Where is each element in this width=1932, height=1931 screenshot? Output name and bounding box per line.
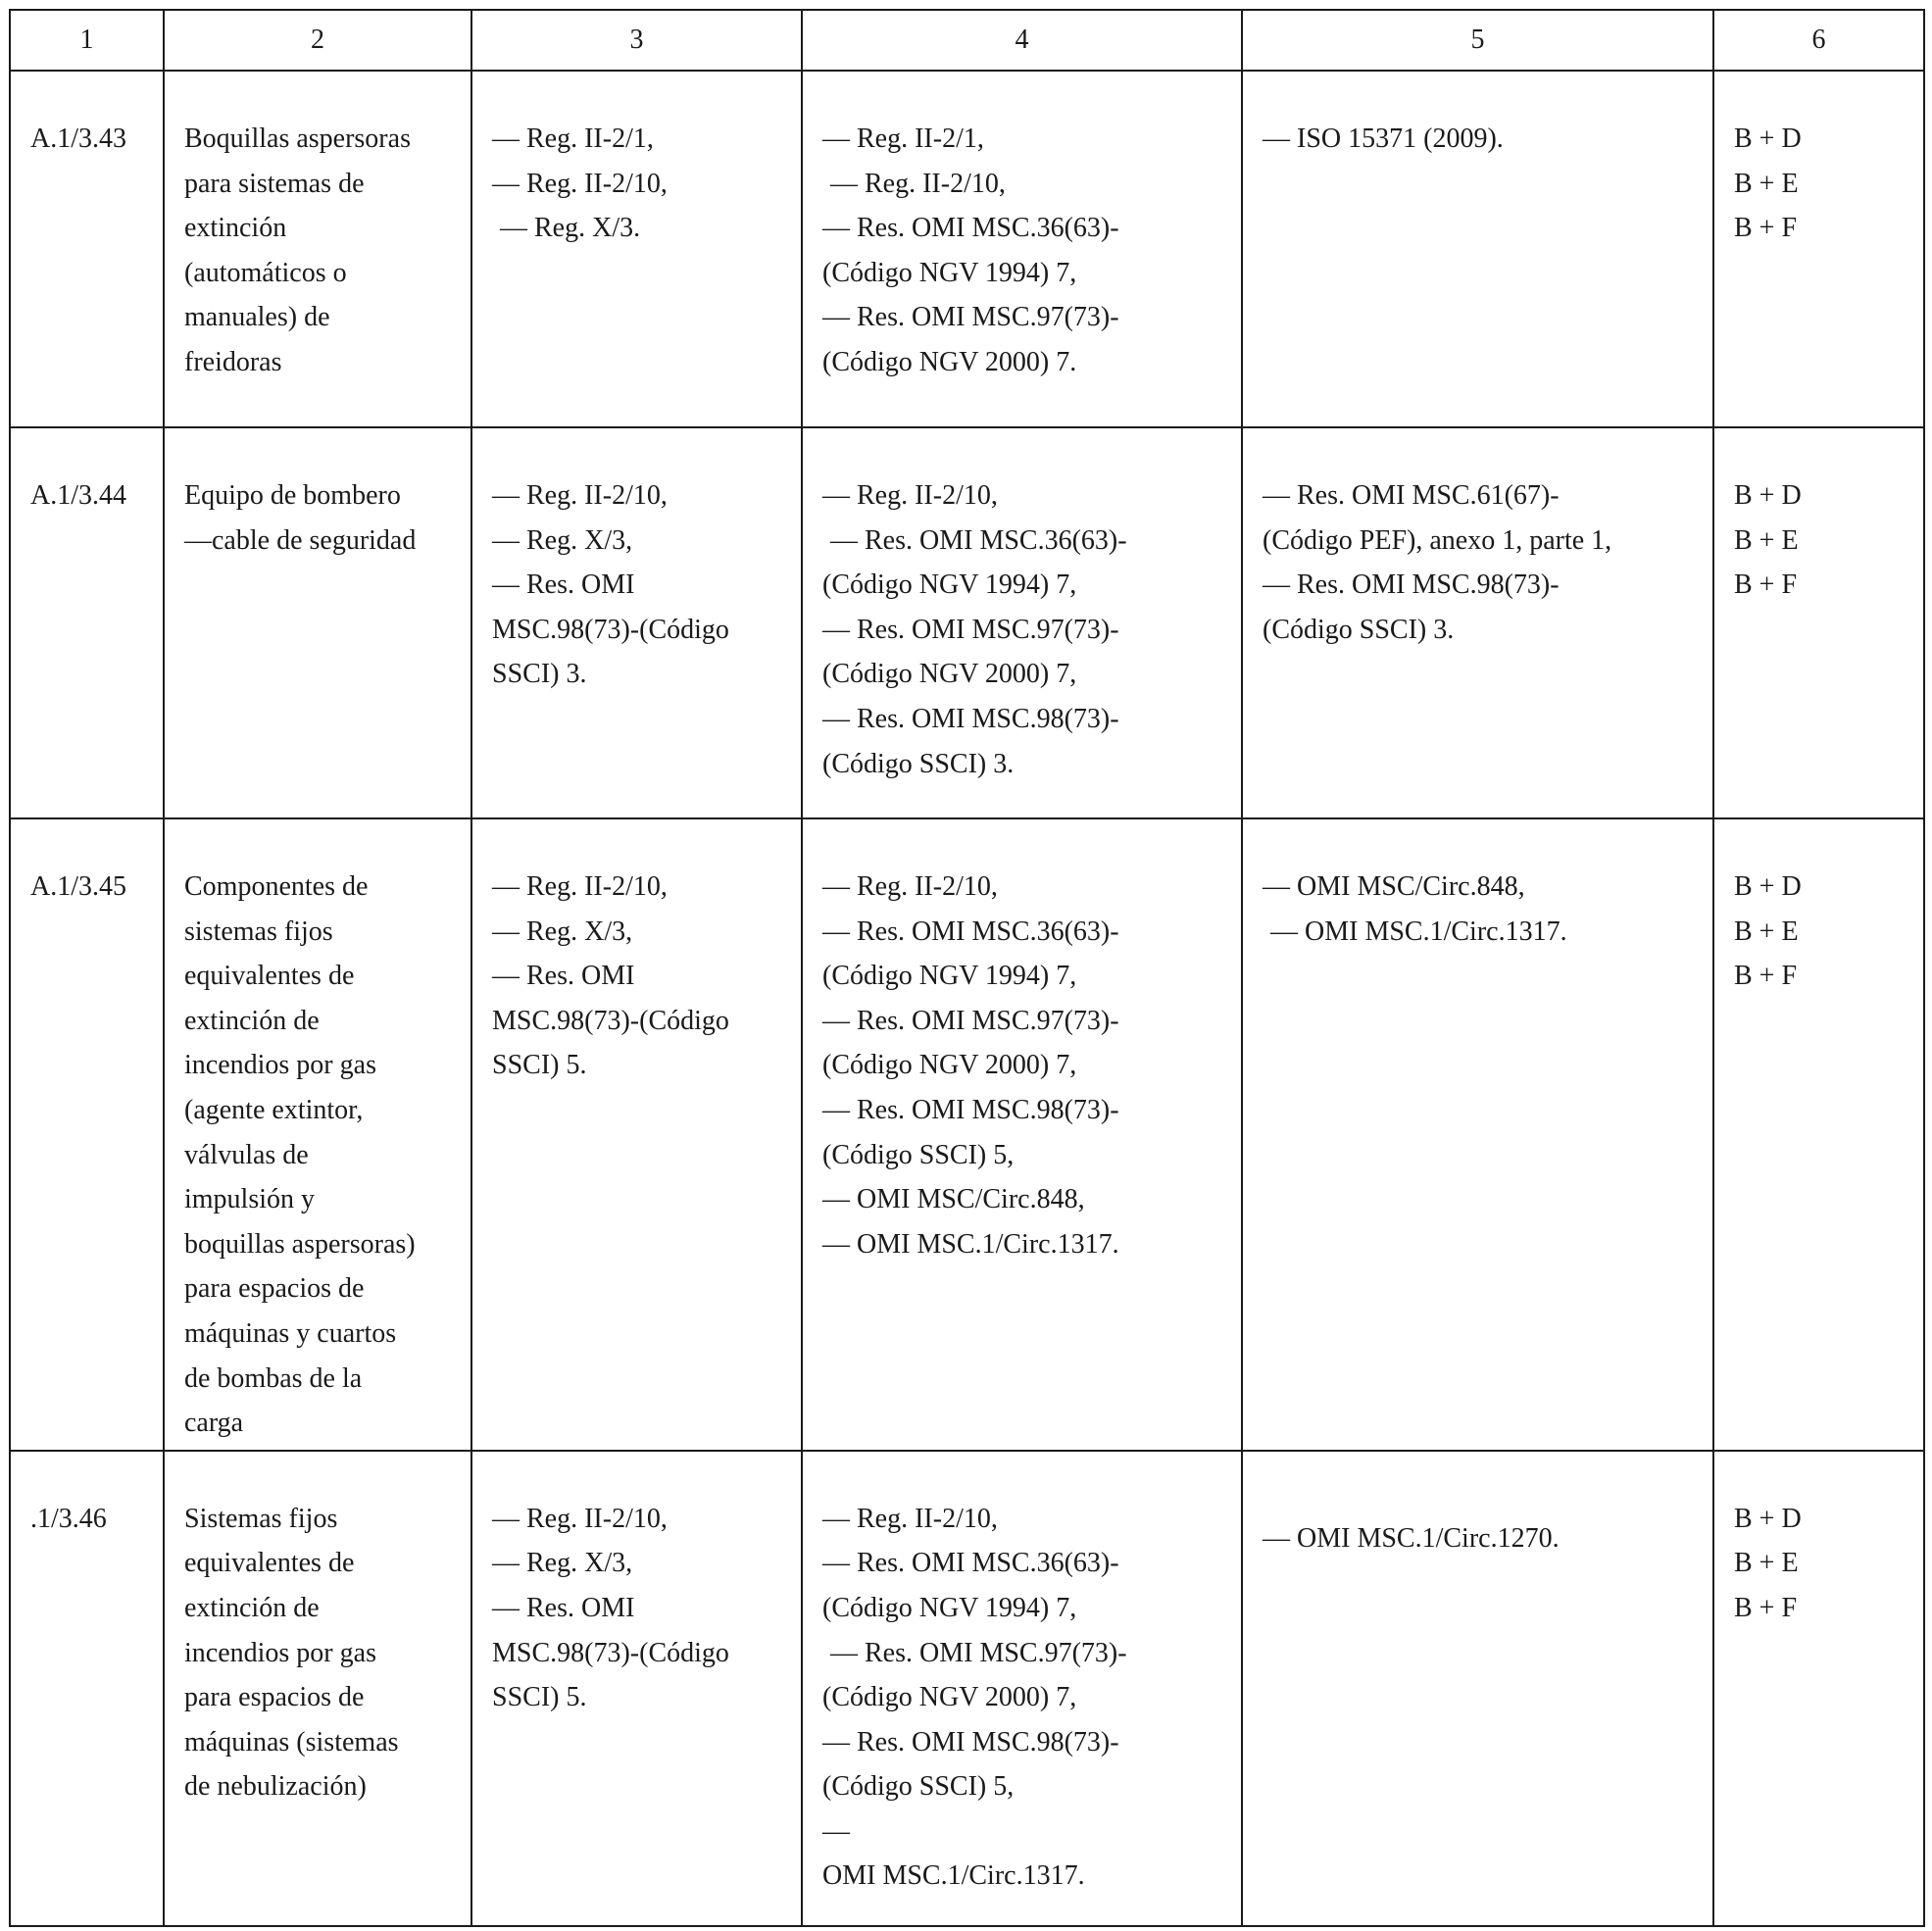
reference-line: (Código SSCI) 3. (822, 748, 1015, 779)
header-cell-3: 3 (471, 10, 802, 71)
reference-line: OMI MSC.1/Circ.1317. (822, 1860, 1085, 1892)
reference-line: (Código NGV 2000) 7, (822, 1682, 1077, 1713)
module-line: B + E (1734, 1548, 1799, 1579)
item-line: máquinas (sistemas (184, 1726, 399, 1758)
item-line: para espacios de (184, 1682, 365, 1713)
module-line: B + D (1734, 124, 1802, 154)
item-line: extinción de (184, 1592, 320, 1623)
reference-cell (802, 427, 1242, 818)
item-code: A.1/3.43 (30, 124, 126, 154)
item-line: equivalentes de (184, 1548, 355, 1579)
item-line: válvulas de (184, 1139, 309, 1170)
reference-line: — Res. OMI MSC.98(73)- (822, 703, 1119, 734)
header-cell-1: 1 (10, 10, 164, 71)
regulation-line: — Res. OMI (492, 961, 635, 992)
item-line: incendios por gas (184, 1050, 376, 1081)
reference-line: — Res. OMI MSC.97(73)- (830, 1637, 1127, 1668)
module-cell (1713, 1451, 1924, 1926)
module-line: B + F (1734, 1592, 1798, 1623)
item-code: A.1/3.45 (30, 871, 126, 902)
reference-cell (802, 1451, 1242, 1926)
standard-line: (Código SSCI) 3. (1263, 614, 1455, 645)
standard-line: — Res. OMI MSC.98(73)- (1263, 569, 1560, 601)
item-line: (automáticos o (184, 257, 347, 288)
header-cell-4: 4 (802, 10, 1242, 71)
module-line: B + E (1734, 524, 1799, 556)
regulation-line: — Reg. X/3, (492, 524, 633, 556)
code-cell (10, 1451, 164, 1926)
reference-line: — Reg. II-2/10, (822, 480, 998, 511)
regulation-cell (471, 427, 802, 818)
item-code: A.1/3.44 (30, 480, 126, 511)
regulation-cell (471, 71, 802, 427)
item-line: impulsión y (184, 1184, 316, 1215)
item-line: carga (184, 1408, 244, 1439)
reference-cell (802, 71, 1242, 427)
reference-cell (802, 818, 1242, 1451)
reference-line: — OMI MSC/Circ.848, (822, 1184, 1085, 1215)
header-cell-6: 6 (1713, 10, 1924, 71)
standard-cell (1242, 1451, 1713, 1926)
reference-line: (Código NGV 1994) 7, (822, 1592, 1077, 1623)
reference-line: — (822, 1815, 850, 1847)
module-line: B + F (1734, 213, 1798, 244)
item-line: freidoras (184, 346, 282, 377)
table-row (10, 818, 1924, 1451)
regulation-cell (471, 818, 802, 1451)
item-line: boquillas aspersoras) (184, 1228, 416, 1260)
reference-line: — Res. OMI MSC.97(73)- (822, 1005, 1119, 1036)
standard-cell (1242, 71, 1713, 427)
reference-line: (Código NGV 2000) 7. (822, 346, 1077, 377)
module-cell (1713, 818, 1924, 1451)
item-line: sistemas fijos (184, 916, 333, 947)
item-line: (agente extintor, (184, 1094, 364, 1125)
regulation-line: — Reg. X/3, (492, 916, 633, 947)
regulation-line: MSC.98(73)-(Código (492, 614, 729, 645)
reference-line: — Reg. II-2/10, (822, 1503, 998, 1534)
regulation-line: — Reg. II-2/10, (492, 480, 668, 511)
code-cell (10, 71, 164, 427)
item-line: equivalentes de (184, 961, 355, 992)
standard-line: — Res. OMI MSC.61(67)- (1263, 480, 1560, 511)
regulation-line: — Reg. X/3. (500, 213, 641, 244)
reference-line: — OMI MSC.1/Circ.1317. (822, 1228, 1119, 1260)
item-line: Equipo de bombero (184, 480, 401, 511)
regulation-line: MSC.98(73)-(Código (492, 1637, 729, 1668)
table-row (10, 71, 1924, 427)
item-cell (164, 1451, 471, 1926)
module-line: B + D (1734, 871, 1802, 902)
reference-line: (Código SSCI) 5, (822, 1771, 1015, 1803)
module-line: B + E (1734, 916, 1799, 947)
reference-line: — Res. OMI MSC.36(63)- (822, 1548, 1119, 1579)
module-line: B + D (1734, 1503, 1802, 1534)
regulation-cell (471, 1451, 802, 1926)
regulation-line: — Reg. X/3, (492, 1548, 633, 1579)
reference-line: (Código NGV 2000) 7, (822, 1050, 1077, 1081)
item-line: Boquillas aspersoras (184, 124, 411, 154)
regulation-line: SSCI) 3. (492, 659, 587, 690)
module-cell (1713, 71, 1924, 427)
module-line: B + F (1734, 961, 1798, 992)
regulation-line: — Reg. II-2/10, (492, 871, 668, 902)
reference-line: — Res. OMI MSC.98(73)- (822, 1726, 1119, 1758)
item-line: manuales) de (184, 302, 330, 333)
reference-line: (Código NGV 1994) 7, (822, 257, 1077, 288)
module-line: B + E (1734, 168, 1799, 199)
reference-line: — Res. OMI MSC.98(73)- (822, 1094, 1119, 1125)
standard-line: — OMI MSC/Circ.848, (1263, 871, 1525, 902)
table-row (10, 1451, 1924, 1926)
item-line: —cable de seguridad (184, 524, 417, 556)
standard-cell (1242, 427, 1713, 818)
regulation-line: — Res. OMI (492, 569, 635, 601)
table-row (10, 427, 1924, 818)
regulation-line: — Reg. II-2/1, (492, 124, 654, 154)
item-line: máquinas y cuartos (184, 1317, 397, 1349)
regulation-line: — Reg. II-2/10, (492, 168, 668, 199)
regulation-line: SSCI) 5. (492, 1050, 587, 1081)
code-cell (10, 427, 164, 818)
item-line: Sistemas fijos (184, 1503, 338, 1534)
item-line: de nebulización) (184, 1771, 367, 1803)
reference-line: (Código SSCI) 5, (822, 1139, 1015, 1170)
item-code: .1/3.46 (30, 1503, 107, 1534)
reference-line: — Reg. II-2/10, (830, 168, 1006, 199)
item-cell (164, 71, 471, 427)
item-line: de bombas de la (184, 1362, 363, 1394)
standard-line: — ISO 15371 (2009). (1263, 124, 1504, 154)
reference-line: — Reg. II-2/10, (822, 871, 998, 902)
header-cell-2: 2 (164, 10, 471, 71)
item-line: Componentes de (184, 871, 369, 902)
header-cell-5: 5 (1242, 10, 1713, 71)
item-line: extinción (184, 213, 287, 244)
item-cell (164, 818, 471, 1451)
module-cell (1713, 427, 1924, 818)
reference-line: — Res. OMI MSC.97(73)- (822, 614, 1119, 645)
reference-line: (Código NGV 2000) 7, (822, 659, 1077, 690)
equipment-table (9, 9, 1925, 1927)
reference-line: — Res. OMI MSC.36(63)- (830, 524, 1127, 556)
item-line: para sistemas de (184, 168, 365, 199)
regulation-line: SSCI) 5. (492, 1682, 587, 1713)
item-line: extinción de (184, 1005, 320, 1036)
regulation-line: — Reg. II-2/10, (492, 1503, 668, 1534)
module-line: B + F (1734, 569, 1798, 601)
item-line: para espacios de (184, 1273, 365, 1305)
item-line: incendios por gas (184, 1637, 376, 1668)
reference-line: — Res. OMI MSC.36(63)- (822, 213, 1119, 244)
standard-cell (1242, 818, 1713, 1451)
standard-line: — OMI MSC.1/Circ.1317. (1270, 916, 1567, 947)
reference-line: — Reg. II-2/1, (822, 124, 984, 154)
reference-line: (Código NGV 1994) 7, (822, 961, 1077, 992)
code-cell (10, 818, 164, 1451)
regulation-line: MSC.98(73)-(Código (492, 1005, 729, 1036)
reference-line: — Res. OMI MSC.97(73)- (822, 302, 1119, 333)
module-line: B + D (1734, 480, 1802, 511)
reference-line: (Código NGV 1994) 7, (822, 569, 1077, 601)
header-row (10, 10, 1924, 71)
reference-line: — Res. OMI MSC.36(63)- (822, 916, 1119, 947)
item-cell (164, 427, 471, 818)
regulation-line: — Res. OMI (492, 1592, 635, 1623)
standard-line: (Código PEF), anexo 1, parte 1, (1263, 524, 1612, 556)
standard-line: — OMI MSC.1/Circ.1270. (1263, 1522, 1560, 1554)
